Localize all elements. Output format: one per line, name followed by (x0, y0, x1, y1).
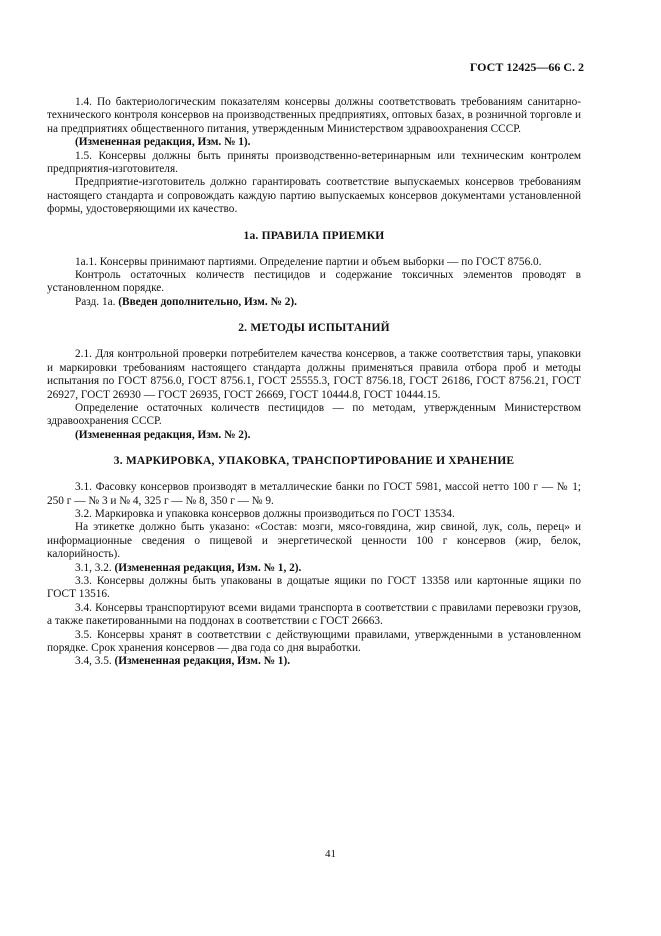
paragraph-1a-1-continued: Контроль остаточных количеств пестицидов и содержание токсичных элементов проводят в установленном порядке. (47, 269, 581, 295)
note-prefix: 3.1, 3.2. (75, 561, 112, 574)
paragraph-2-1-continued: Определение остаточных количеств пестицидов — по методам, утвержденным Министерством здравоохранения СССР. (47, 401, 581, 428)
paragraph-1-4: 1.4. По бактериологическим показателям консервы должны соответствовать требованиям санитарно-технического контроля консервов на производственных предприятиях, оптовых базах, в розничной торговле и на предприятиях общественного питания, утвержденным Министерством здравоохранения СССР. (47, 96, 581, 135)
section-heading-3: 3. МАРКИРОВКА, УПАКОВКА, ТРАНСПОРТИРОВАНИЕ И ХРАНЕНИЕ (113, 455, 515, 468)
amendment-note (47, 655, 581, 668)
note-text: (Измененная редакция, Изм. № 1, 2). (114, 561, 302, 574)
paragraph-3-2-continued: На этикетке должно быть указано: «Состав: мозги, мясо-говядина, жир свиной, лук, соль, перец» и информационные сведения о пищевой и энергетической ценности 100 г консервов (жир, белок, калорийность). (47, 521, 581, 561)
note-prefix: Разд. 1а. (75, 295, 116, 308)
document-header: ГОСТ 12425—66 С. 2 (469, 60, 584, 74)
amendment-note (47, 562, 581, 575)
paragraph-2-1: 2.1. Для контрольной проверки потребителем качества консервов, а также соответствия тары, упаковки и маркировки требованиям настоящего стандарта должны применяться правила отбора проб и методы испытания по ГОСТ 8756.0, ГОСТ 8756.1, ГОСТ 25555.3, ГОСТ 8756.18, ГОСТ 26186, ГОСТ 8756.21, ГОСТ 26927, ГОСТ 26930 — ГОСТ 26935, ГОСТ 26669, ГОСТ 10444.8, ГОСТ 10444.15. (47, 348, 581, 401)
paragraph-3-5: 3.5. Консервы хранят в соответствии с действующими правилами, утвержденными в установленном порядке. Срок хранения консервов — два года со дня выработки. (47, 628, 581, 654)
document-body (47, 96, 581, 669)
section-heading-1a: 1а. ПРАВИЛА ПРИЕМКИ (243, 229, 385, 242)
paragraph-1-5: 1.5. Консервы должны быть приняты производственно-ветеринарным или техническим контролем предприятия-изготовителя. (47, 149, 581, 176)
paragraph-3-3: 3.3. Консервы должны быть упакованы в дощатые ящики по ГОСТ 13358 или картонные ящики по ГОСТ 13516. (47, 574, 581, 601)
paragraph-1a-1: 1а.1. Консервы принимают партиями. Определение партии и объем выборки — по ГОСТ 8756.0. (75, 255, 542, 268)
paragraph-3-2: 3.2. Маркировка и упаковка консервов должны производиться по ГОСТ 13534. (75, 507, 455, 520)
amendment-note: (Измененная редакция, Изм. № 2). (75, 428, 251, 441)
page-number: 41 (325, 848, 336, 860)
note-prefix: 3.4, 3.5. (75, 655, 112, 668)
paragraph-3-1: 3.1. Фасовку консервов производят в металлические банки по ГОСТ 5981, массой нетто 100 г — № 1; 250 г — № 3 и № 4, 325 г — № 8, 350 г — № 9. (47, 481, 581, 507)
amendment-note: (Измененная редакция, Изм. № 1). (75, 136, 251, 149)
note-text: (Введен дополнительно, Изм. № 2). (118, 295, 297, 308)
note-text: (Измененная редакция, Изм. № 1). (114, 655, 291, 668)
amendment-note (47, 296, 581, 309)
section-heading-2: 2. МЕТОДЫ ИСПЫТАНИЙ (238, 322, 390, 335)
paragraph-3-4: 3.4. Консервы транспортируют всеми видами транспорта в соответствии с правилами перевозки грузов, а также пакетированными на поддонах в соответствии с ГОСТ 26663. (47, 601, 581, 628)
paragraph-1-5-continued: Предприятие-изготовитель должно гарантировать соответствие выпускаемых консервов требованиям настоящего стандарта и сопровождать каждую партию выпускаемых консервов документами установленной формы, удостоверяющими их качество. (47, 176, 581, 216)
